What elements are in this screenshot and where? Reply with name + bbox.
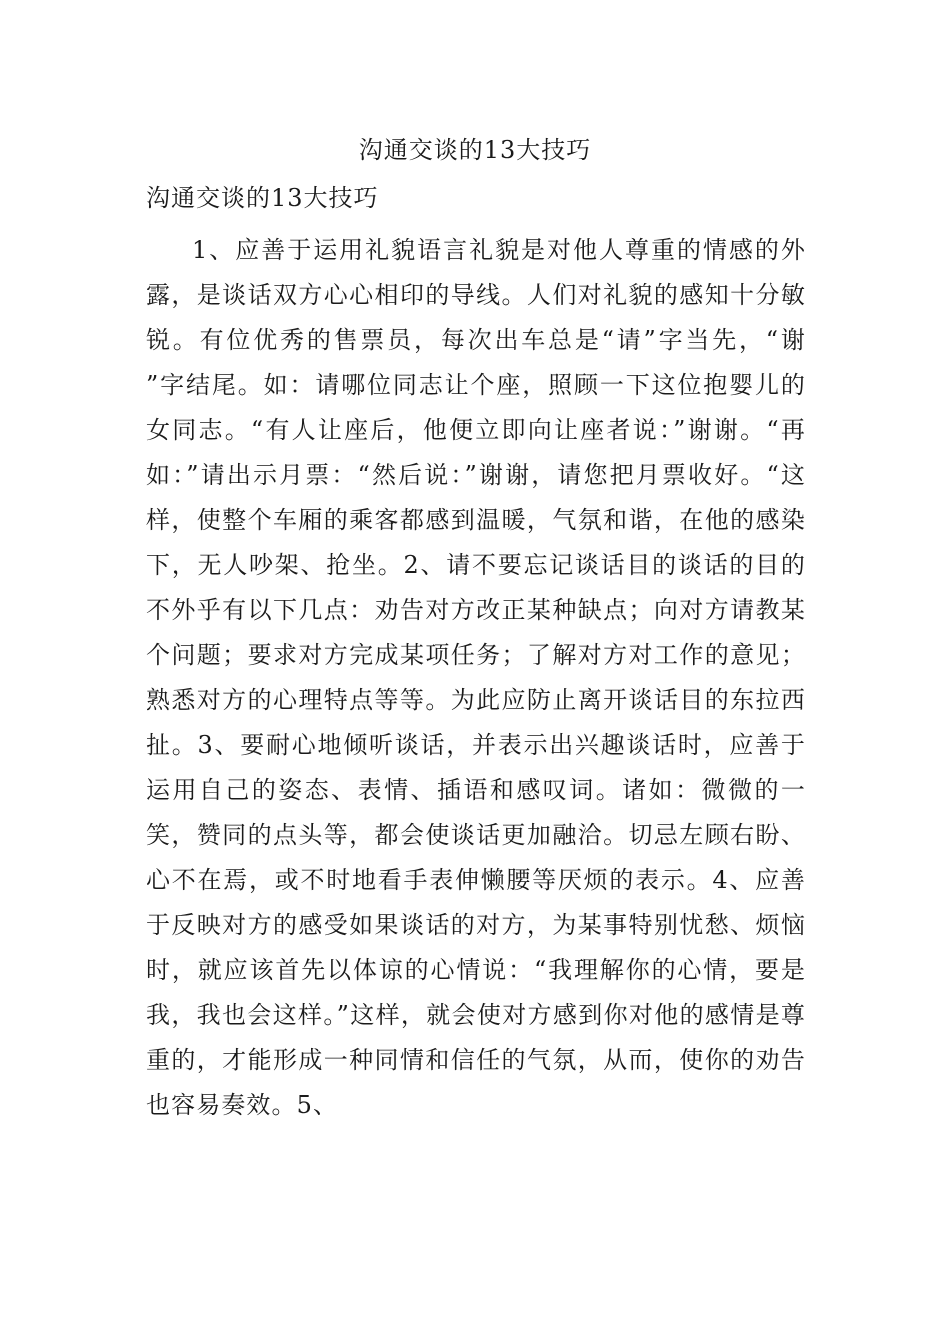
body-paragraph: 1、应善于运用礼貌语言礼貌是对他人尊重的情感的外露，是谈话双方心心相印的导线。人们对礼貌的感知十分敏锐。有位优秀的售票员，每次出车总是“请”字当先，“谢 ”字结尾。如：请哪位同志让个座，照顾一下这位抱婴儿的女同志。“有人让座后，他便立即向让座者说：”谢谢。“再如：”请出示月票：“然后说：”谢谢，请您把月票收好。“这样，使整个车厢的乘客都感到温暖，气氛和谐，在他的感染下，无人吵架、抢坐。2、请不要忘记谈话目的谈话的目的不外乎有以下几点：劝告对方改正某种缺点；向对方请教某个问题；要求对方完成某项任务；了解对方对工作的意见；熟悉对方的心理特点等等。为此应防止离开谈话目的东拉西扯。3、要耐心地倾听谈话，并表示出兴趣谈话时，应善于运用自己的姿态、表情、插语和感叹词。诸如：微微的一笑，赞同的点头等，都会使谈话更加融洽。切忌左顾右盼、心不在焉，或不时地看手表伸懒腰等厌烦的表示。4、应善于反映对方的感受如果谈话的对方，为某事特别忧愁、烦恼时，就应该首先以体谅的心情说：“我理解你的心情，要是我，我也会这样。”这样，就会使对方感到你对他的感情是尊重的，才能形成一种同情和信任的气氛，从而，使你的劝告也容易奏效。5、 (146, 236, 806, 1119)
document-subtitle: 沟通交谈的13大技巧 (146, 184, 379, 212)
document-title: 沟通交谈的13大技巧 (358, 136, 592, 164)
